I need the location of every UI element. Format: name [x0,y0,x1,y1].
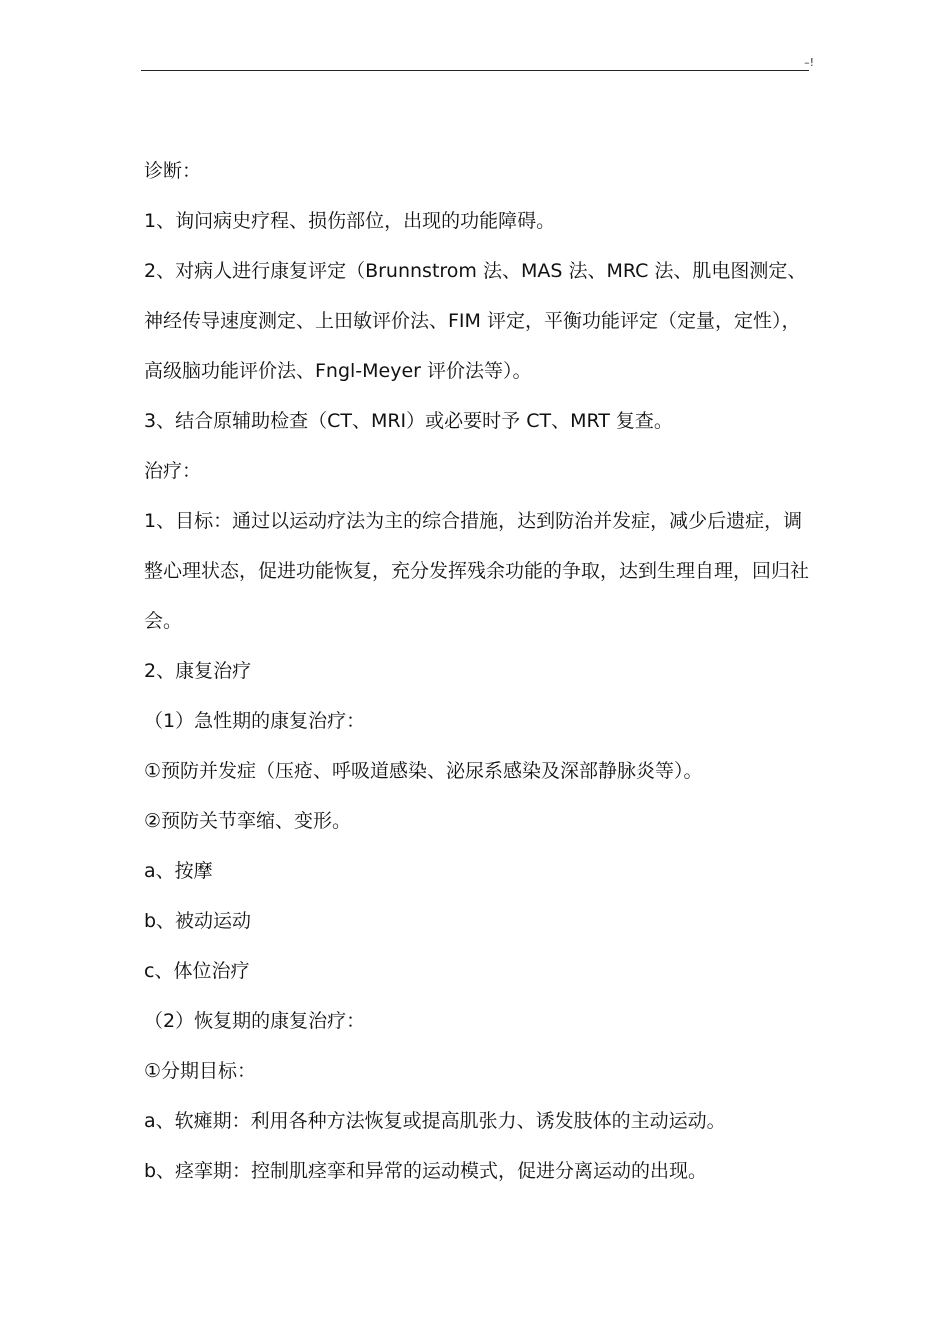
text-line: 治疗： [144,460,202,482]
text-line: 神经传导速度测定、上田敏评价法、FIM 评定，平衡功能评定（定量，定性）， [144,310,801,332]
text-line: ②预防关节挛缩、变形。 [144,810,352,832]
text-line: 诊断： [144,160,202,182]
text-line: 整心理状态，促进功能恢复，充分发挥残余功能的争取，达到生理自理，回归社 [144,560,810,582]
header-rule [141,70,809,71]
text-line: 2、康复治疗 [144,660,252,682]
text-line: b、痉挛期：控制肌痉挛和异常的运动模式，促进分离运动的出现。 [144,1160,708,1182]
document-body [144,146,820,1196]
text-line: a、按摩 [144,860,213,882]
text-line: 高级脑功能评价法、Fngl-Meyer 评价法等）。 [144,360,532,382]
header-mark: –! [804,56,814,69]
text-line: ①分期目标： [144,1060,257,1082]
text-line: c、体位治疗 [144,960,250,982]
text-line: 2、对病人进行康复评定（Brunnstrom 法、MAS 法、MRC 法、肌电图测定、 [144,260,807,282]
text-line: ①预防并发症（压疮、呼吸道感染、泌尿系感染及深部静脉炎等）。 [144,760,703,782]
text-line: 1、询问病史疗程、损伤部位，出现的功能障碍。 [144,210,556,232]
text-line: 3、结合原辅助检查（CT、MRI）或必要时予 CT、MRT 复查。 [144,410,673,432]
text-line: （2）恢复期的康复治疗： [144,1010,366,1032]
text-line: b、被动运动 [144,910,252,932]
text-line: （1）急性期的康复治疗： [144,710,366,732]
text-line: a、软瘫期：利用各种方法恢复或提高肌张力、诱发肢体的主动运动。 [144,1110,726,1132]
text-line: 会。 [144,610,183,632]
text-line: 1、目标：通过以运动疗法为主的综合措施，达到防治并发症，减少后遗症，调 [144,510,803,532]
